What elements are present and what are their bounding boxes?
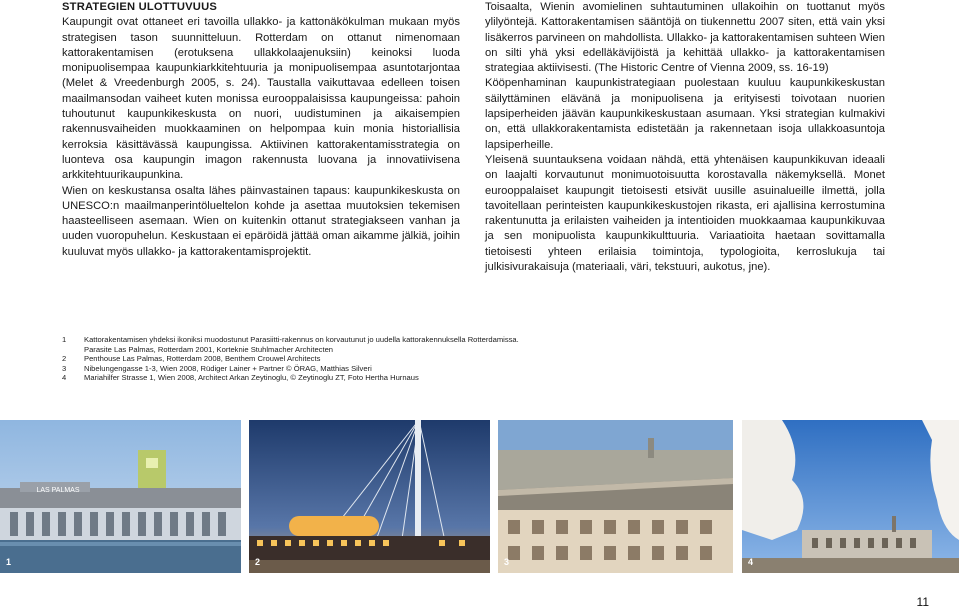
footnote-text: Penthouse Las Palmas, Rotterdam 2008, Benthem Crouwel Architects: [84, 354, 321, 364]
photo-nibelungengasse: [498, 420, 733, 573]
photo-illustration: [742, 420, 959, 573]
footnote-number: 3: [62, 363, 67, 373]
footnote-text: Mariahilfer Strasse 1, Wien 2008, Architect Arkan Zeytinoglu, © Zeytinoglu ZT, Foto Hertha Hurnaus: [84, 373, 419, 383]
photo-penthouse-las-palmas: [249, 420, 490, 573]
footnote: [62, 364, 542, 374]
footnotes: [62, 335, 542, 383]
footnote-text: Nibelungengasse 1-3, Wien 2008, Rüdiger Lainer + Partner © ÖRAG, Matthias Silveri: [84, 363, 372, 373]
footnote-number: 2: [62, 354, 67, 364]
right-column: [485, 0, 885, 275]
photo-number: 4: [748, 557, 754, 567]
section-heading: STRATEGIEN ULOTTUVUUS: [62, 1, 218, 13]
las-palmas-sign: LAS PALMAS: [36, 487, 80, 494]
footnote: [62, 335, 542, 354]
photo-number: 2: [255, 557, 261, 567]
footnote: [62, 373, 542, 383]
photo-parasite-las-palmas: [0, 420, 241, 573]
paragraph: Yleisenä suuntauksena voidaan nähdä, että yhtenäisen kaupunkikuvan ideaali on laajalti korvautunut monimuotoisuutta korostavalla näkemyksellä. Monet eurooppalaiset kaupungit tietoisesti etsivät uusille asuinalueille ilmettä, jolla tavoitellaan perinteisten kaupunkikeskustojen rikasta, eri ajallisina kerrostumina rakentunutta ja erilaisten vaiheiden ja intentioiden muokkaamaa kaupunkikuvaa ja sen monipuolista kaupunkikulttuuria. Variaatioita haetaan sovittamalla tietoisesti yhteen erilaisia toimintoja, typologioita, kerroslukuja tai julkisivurakaisuja (materiaali, väri, tekstuuri, aukotus, jne).: [485, 153, 885, 274]
page-number: 11: [916, 595, 929, 609]
photo-number: 3: [504, 557, 510, 567]
photo-illustration: [498, 420, 733, 573]
left-column: [62, 0, 460, 260]
footnote-number: 4: [62, 373, 67, 383]
photo-illustration: [0, 420, 241, 573]
paragraph: Kööpenhaminan kaupunkistrategiaan puolestaan kuuluu kaupunkikeskustan säilyttäminen elävänä ja monipuolisena ja erityisesti toivotaan nuorien lapsiperheiden jäävän kaupunkikeskustaan asumaan. Yksi strategian kulmakivi on, että ullakkorakentamista edistetään ja rakennetaan isoja ullakkoasuntoja lapsiperheille.: [485, 77, 885, 151]
footnote: [62, 354, 542, 364]
photo-mariahilfer-strasse: [742, 420, 959, 573]
photo-number: 1: [6, 557, 12, 567]
paragraph: Wien on keskustansa osalta lähes päinvastainen tapaus: kaupunkikeskusta on UNESCO:n maailmanperintölueltelon kohde ja asettaa muutoksien tekemisen haasteelliseen asemaan. Wien on kuitenkin ottanut strategiakseen vanhan ja uuden vuoropuhelun. Keskustaan ei epäröidä jättää oman aikamme jälkiä, joihin kuuluvat myös ullakko- ja kattorakentamisprojektit.: [62, 184, 460, 258]
footnote-text: Kattorakentamisen yhdeksi ikoniksi muodostunut Parasiitti-rakennus on korvautunut jo uudella kattorakennuksella Rotterdamissa. Parasite Las Palmas, Rotterdam 2001, Korteknie Stuhlmacher Architecten: [84, 335, 519, 354]
photo-illustration: [249, 420, 490, 573]
paragraph: Toisaalta, Wienin avomielinen suhtautuminen ullakoihin on tuottanut myös ylilyöntejä. Kattorakentamisen sääntöjä on tiukennettu 2007 siten, että vain yksi lisäkerros parvineen on mahdollista. Ullakko- ja kattorakentamisen suhteen Wien on silti yhä yksi edelläkävijöistä ja kehittää ullakko- ja kattorakentamisen strategiaa aktiivisesti. (The Historic Centre of Vienna 2009, ss. 16-19): [485, 1, 885, 75]
footnote-number: 1: [62, 335, 67, 344]
paragraph: Kaupungit ovat ottaneet eri tavoilla ullakko- ja kattonäkökulman mukaan myös strategisen tason suunnitteluun. Rotterdam on ottanut nimenomaan kattorakentamisen (erotuksena ullakkolaajenuksiin) keinoksi luoda monipuolisempaa kaupunkiarkkitehtuuria ja monipuolisempaa asuntotarjontaa (Melet & Vreedenburgh 2005, s. 24). Taustalla vaikuttavaa edelleen toisen maailmansodan vaiheet kuten monissa eurooppalaisissa kaupungeissa: pahoin tuhoutunut kaupunkikeskusta on nuori, uudistuminen ja aikaisempien rakennusvaiheiden muokkaaminen on helpompaa kuin monia historiallisia kerroksia käsittävässä kaupungissa. Aktiivinen kattorakentamisstrategia on luonteva osa kaupungin imagon rakennusta luovana ja innovatiivisena arkkitehtuurikaupunkina.: [62, 16, 460, 182]
